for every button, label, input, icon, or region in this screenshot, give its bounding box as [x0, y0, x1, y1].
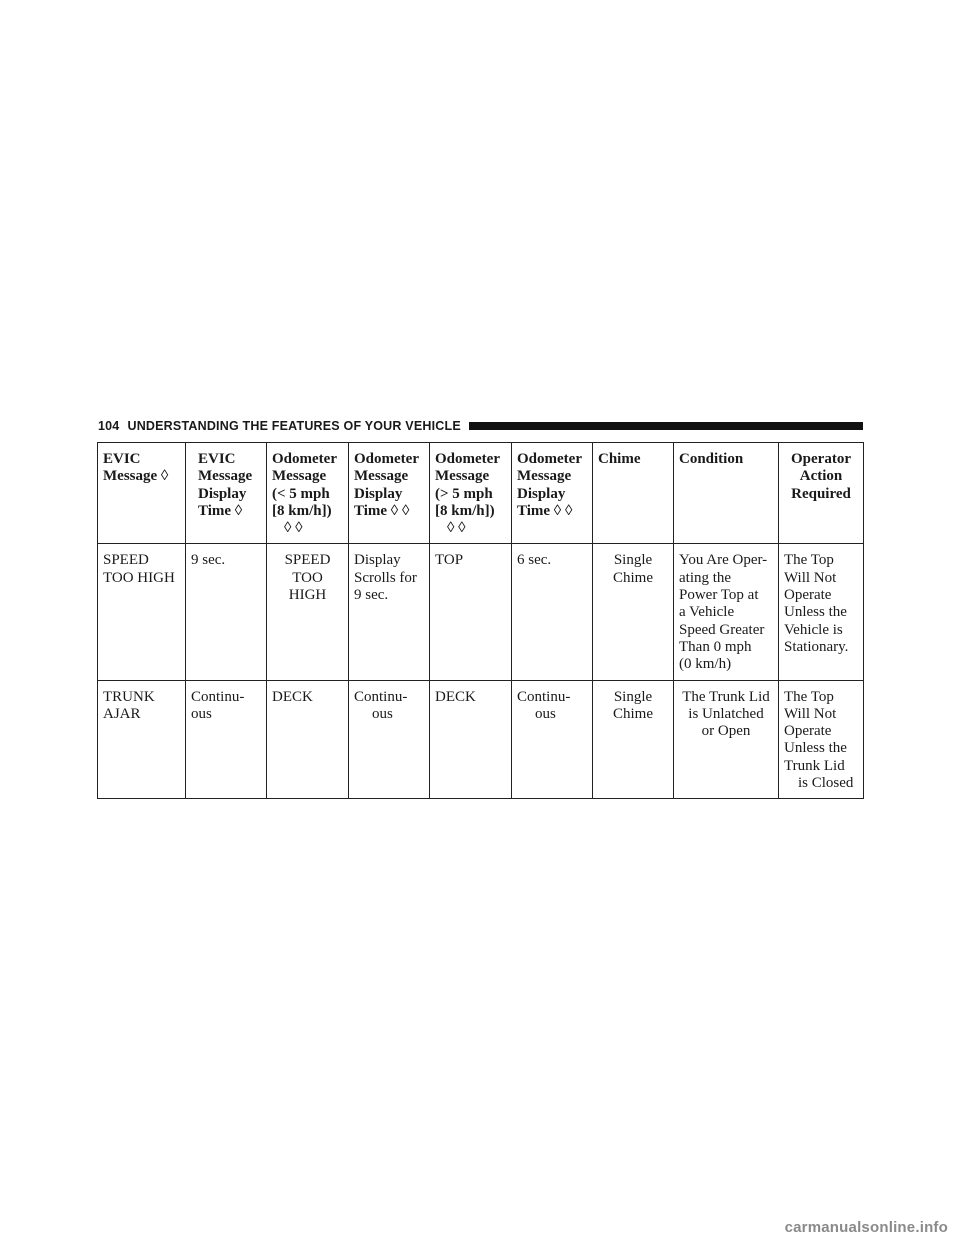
cell-odometer-display-time-1: Continu- ous — [349, 680, 430, 799]
cell-chime: Single Chime — [593, 544, 674, 680]
cell-odometer-display-time-2: Continu- ous — [512, 680, 593, 799]
watermark: carmanualsonline.info — [784, 1219, 948, 1236]
page-number: 104 — [98, 419, 120, 433]
cell-odometer-display-time-1: Display Scrolls for 9 sec. — [349, 544, 430, 680]
page-header — [98, 418, 863, 434]
cell-operator-action: The Top Will Not Operate Unless the Vehicle is Stationary. — [779, 544, 864, 680]
cell-evic-message: SPEED TOO HIGH — [98, 544, 186, 680]
cell-odometer-below-5mph: DECK — [267, 680, 349, 799]
col-chime: Chime — [593, 443, 674, 544]
col-evic-message: EVIC Message ◊ — [98, 443, 186, 544]
cell-operator-action: The Top Will Not Operate Unless the Trunk Lid is Closed — [779, 680, 864, 799]
col-odometer-display-time-1: Odometer Message Display Time ◊ ◊ — [349, 443, 430, 544]
evic-message-table — [97, 442, 864, 799]
col-odometer-above-5mph: Odometer Message (> 5 mph [8 km/h]) ◊ ◊ — [430, 443, 512, 544]
cell-odometer-above-5mph: TOP — [430, 544, 512, 680]
cell-odometer-display-time-2: 6 sec. — [512, 544, 593, 680]
cell-evic-display-time: Continu- ous — [186, 680, 267, 799]
col-odometer-display-time-2: Odometer Message Display Time ◊ ◊ — [512, 443, 593, 544]
col-condition: Condition — [674, 443, 779, 544]
cell-condition: The Trunk Lid is Unlatched or Open — [674, 680, 779, 799]
cell-chime: Single Chime — [593, 680, 674, 799]
table-row — [98, 680, 864, 799]
table-header-row — [98, 443, 864, 544]
cell-condition: You Are Oper- ating the Power Top at a Vehicle Speed Greater Than 0 mph (0 km/h) — [674, 544, 779, 680]
header-rule — [469, 422, 863, 430]
cell-evic-message: TRUNK AJAR — [98, 680, 186, 799]
col-evic-display-time: EVIC Message Display Time ◊ — [186, 443, 267, 544]
cell-evic-display-time: 9 sec. — [186, 544, 267, 680]
cell-odometer-above-5mph: DECK — [430, 680, 512, 799]
col-operator-action: Operator Action Required — [779, 443, 864, 544]
section-title: UNDERSTANDING THE FEATURES OF YOUR VEHICLE — [127, 419, 461, 433]
col-odometer-below-5mph: Odometer Message (< 5 mph [8 km/h]) ◊ ◊ — [267, 443, 349, 544]
table-row — [98, 544, 864, 680]
cell-odometer-below-5mph: SPEED TOO HIGH — [267, 544, 349, 680]
